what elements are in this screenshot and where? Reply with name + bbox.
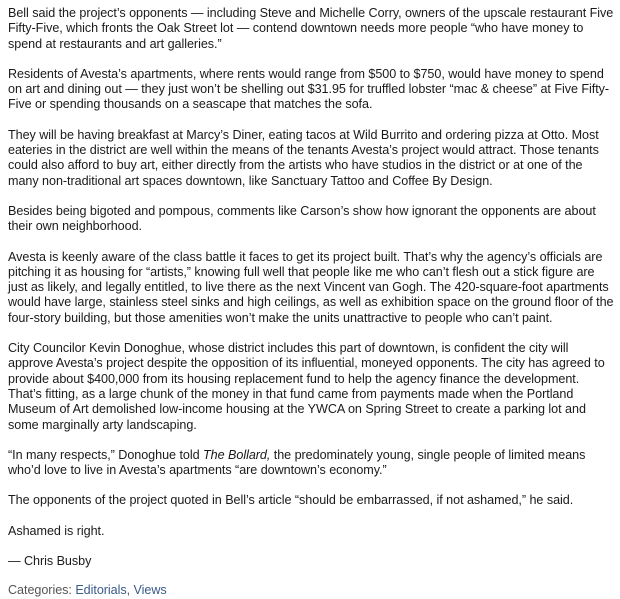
article-paragraph-9: Ashamed is right.: [8, 523, 105, 538]
category-separator: ,: [126, 583, 131, 598]
quote-lead: “In many respects,” Donoghue told: [8, 447, 204, 462]
category-link-views[interactable]: Views: [133, 583, 167, 598]
article-paragraph-1: Bell said the project’s opponents — including Steve and Michelle Corry, owners of the upscale restaurant Five Fifty-Five, which fronts the Oak Street lot — contend downtown needs more people “who have money to spend at restaurants and art galleries.”: [8, 6, 614, 51]
publication-title: The Bollard,: [203, 447, 271, 462]
article-paragraph-8: The opponents of the project quoted in Bell’s article “should be embarrassed, if not ashamed,” he said.: [8, 493, 574, 508]
article-paragraph-6: City Councilor Kevin Donoghue, whose district includes this part of downtown, is confident the city will approve Avesta’s project despite the opposition of its influential, moneyed opponents. The city has agreed to provide about $400,000 from its housing replacement fund to help the agency finance the development. That’s fitting, as a large chunk of the money in that fund came from payments made when the Portland Museum of Art demolished low-income housing at the YWCA on Spring Street to create a parking lot and some marginally arty landscaping.: [8, 341, 605, 432]
quote-rest: the predominately young, single people of limited means who’d love to live in Avesta’s apartments “are downtown’s economy.”: [8, 447, 586, 478]
article-body: [8, 6, 614, 599]
category-link-editorials[interactable]: Editorials: [75, 583, 127, 598]
article-paragraph-4: Besides being bigoted and pompous, comments like Carson’s show how ignorant the opponents are about their own neighborhood.: [8, 203, 596, 234]
article-paragraph-2: Residents of Avesta’s apartments, where rents would range from $500 to $750, would have money to spend on art and dining out — they just won’t be shelling out $31.95 for truffled lobster “mac & cheese” at Five Fifty-Five or spending thousands on a seascape that matches the sofa.: [8, 66, 610, 112]
categories-label: Categories:: [8, 583, 72, 598]
article-byline: — Chris Busby: [8, 554, 92, 569]
article-paragraph-3: They will be having breakfast at Marcy’s Diner, eating tacos at Wild Burrito and ordering pizza at Otto. Most eateries in the district are well within the means of the tenants Avesta’s project would attract. Those tenants could also afford to buy art, either directly from the artists who have studios in the district or at one of the many non-traditional art spaces downtown, like Sanctuary Tattoo and Coffee By Design.: [8, 127, 599, 188]
article-paragraph-5: Avesta is keenly aware of the class battle it faces to get its project built. That’s why the agency’s officials are pitching it as housing for “artists,” knowing full well that people like me who can’t flesh out a stick figure are just as likely, and legally entitled, to live there as the next Vincent van Gogh. The 420-square-foot apartments would have large, stainless steel sinks and high ceilings, as well as exhibition space on the ground floor of the four-story building, but those amenities won’t make the units unattractive to people who can’t paint.: [8, 249, 614, 325]
article-paragraph-7: [8, 448, 614, 479]
post-categories: [8, 583, 614, 598]
